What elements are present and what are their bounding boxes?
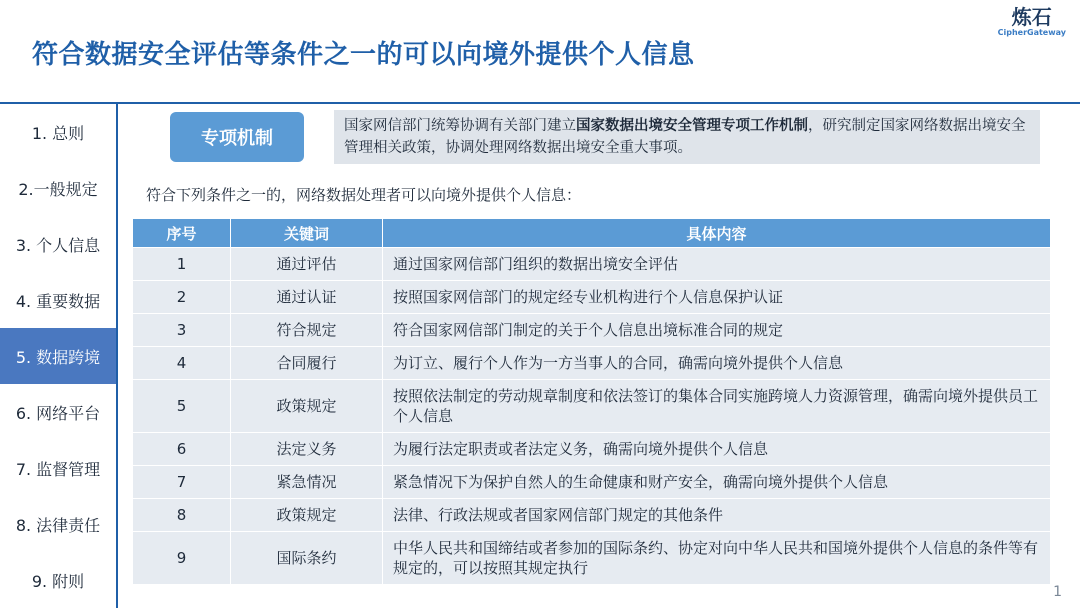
mechanism-desc-pre: 国家网信部门统筹协调有关部门建立 (344, 118, 576, 134)
sidebar-item-personal-info[interactable]: 3. 个人信息 (15, 235, 101, 255)
row-content: 通过国家网信部门组织的数据出境安全评估 (383, 248, 1051, 281)
conditions-table (132, 218, 1051, 585)
page-title: 符合数据安全评估等条件之一的可以向境外提供个人信息 (32, 40, 695, 70)
row-no: 3 (133, 314, 231, 347)
table-row (133, 347, 1051, 380)
brand-logo (998, 6, 1066, 37)
sidebar-item-appendix[interactable]: 9. 附则 (31, 571, 85, 591)
row-no: 9 (133, 532, 231, 585)
row-keyword: 合同履行 (231, 347, 383, 380)
page-number: 1 (1053, 584, 1062, 600)
row-no: 1 (133, 248, 231, 281)
table-row (133, 433, 1051, 466)
row-no: 8 (133, 499, 231, 532)
row-content: 为订立、履行个人作为一方当事人的合同，确需向境外提供个人信息 (383, 347, 1051, 380)
intro-text: 符合下列条件之一的，网络数据处理者可以向境外提供个人信息： (146, 186, 582, 204)
mechanism-desc-bold: 国家数据出境安全管理专项工作机制 (576, 118, 808, 134)
sidebar-item-general[interactable]: 1. 总则 (31, 123, 85, 143)
table-row (133, 380, 1051, 433)
logo-en: CipherGateway (997, 28, 1066, 37)
sidebar-item-cross-border[interactable]: 5. 数据跨境 (0, 328, 116, 384)
row-content: 紧急情况下为保护自然人的生命健康和财产安全，确需向境外提供个人信息 (383, 466, 1051, 499)
logo-cn: 炼石 (1011, 5, 1052, 29)
row-no: 2 (133, 281, 231, 314)
row-content: 法律、行政法规或者国家网信部门规定的其他条件 (383, 499, 1051, 532)
table-row (133, 499, 1051, 532)
header-divider (0, 102, 1080, 104)
row-content: 按照国家网信部门的规定经专业机构进行个人信息保护认证 (383, 281, 1051, 314)
table-row (133, 281, 1051, 314)
table-row (133, 314, 1051, 347)
row-keyword: 通过评估 (231, 248, 383, 281)
row-keyword: 符合规定 (231, 314, 383, 347)
sidebar-item-important-data[interactable]: 4. 重要数据 (15, 291, 101, 311)
header-keyword: 关键词 (231, 219, 383, 248)
sidebar (0, 104, 118, 608)
header-no: 序号 (133, 219, 231, 248)
row-keyword: 紧急情况 (231, 466, 383, 499)
row-keyword: 政策规定 (231, 380, 383, 433)
row-content: 中华人民共和国缔结或者参加的国际条约、协定对向中华人民共和国境外提供个人信息的条件等有规定的，可以按照其规定执行 (383, 532, 1051, 585)
table-row (133, 248, 1051, 281)
sidebar-item-general-rules[interactable]: 2.一般规定 (18, 179, 98, 199)
row-no: 7 (133, 466, 231, 499)
row-content: 按照依法制定的劳动规章制度和依法签订的集体合同实施跨境人力资源管理，确需向境外提供员工个人信息 (383, 380, 1051, 433)
row-no: 5 (133, 380, 231, 433)
table-header-row (133, 219, 1051, 248)
row-content: 符合国家网信部门制定的关于个人信息出境标准合同的规定 (383, 314, 1051, 347)
table-row (133, 466, 1051, 499)
sidebar-item-supervision[interactable]: 7. 监督管理 (15, 459, 101, 479)
row-no: 6 (133, 433, 231, 466)
special-mechanism-button[interactable]: 专项机制 (170, 112, 304, 162)
row-no: 4 (133, 347, 231, 380)
row-keyword: 法定义务 (231, 433, 383, 466)
header-content: 具体内容 (383, 219, 1051, 248)
sidebar-item-legal-liability[interactable]: 8. 法律责任 (15, 515, 101, 535)
sidebar-item-network-platform[interactable]: 6. 网络平台 (15, 403, 101, 423)
row-keyword: 国际条约 (231, 532, 383, 585)
table-row (133, 532, 1051, 585)
row-keyword: 通过认证 (231, 281, 383, 314)
row-content: 为履行法定职责或者法定义务，确需向境外提供个人信息 (383, 433, 1051, 466)
mechanism-description (334, 110, 1040, 164)
row-keyword: 政策规定 (231, 499, 383, 532)
mechanism-desc-post: ，研究制定国家网络数据出境安全管理相关政策，协调处理网络数据出境安全重大事项。 (344, 118, 1026, 156)
